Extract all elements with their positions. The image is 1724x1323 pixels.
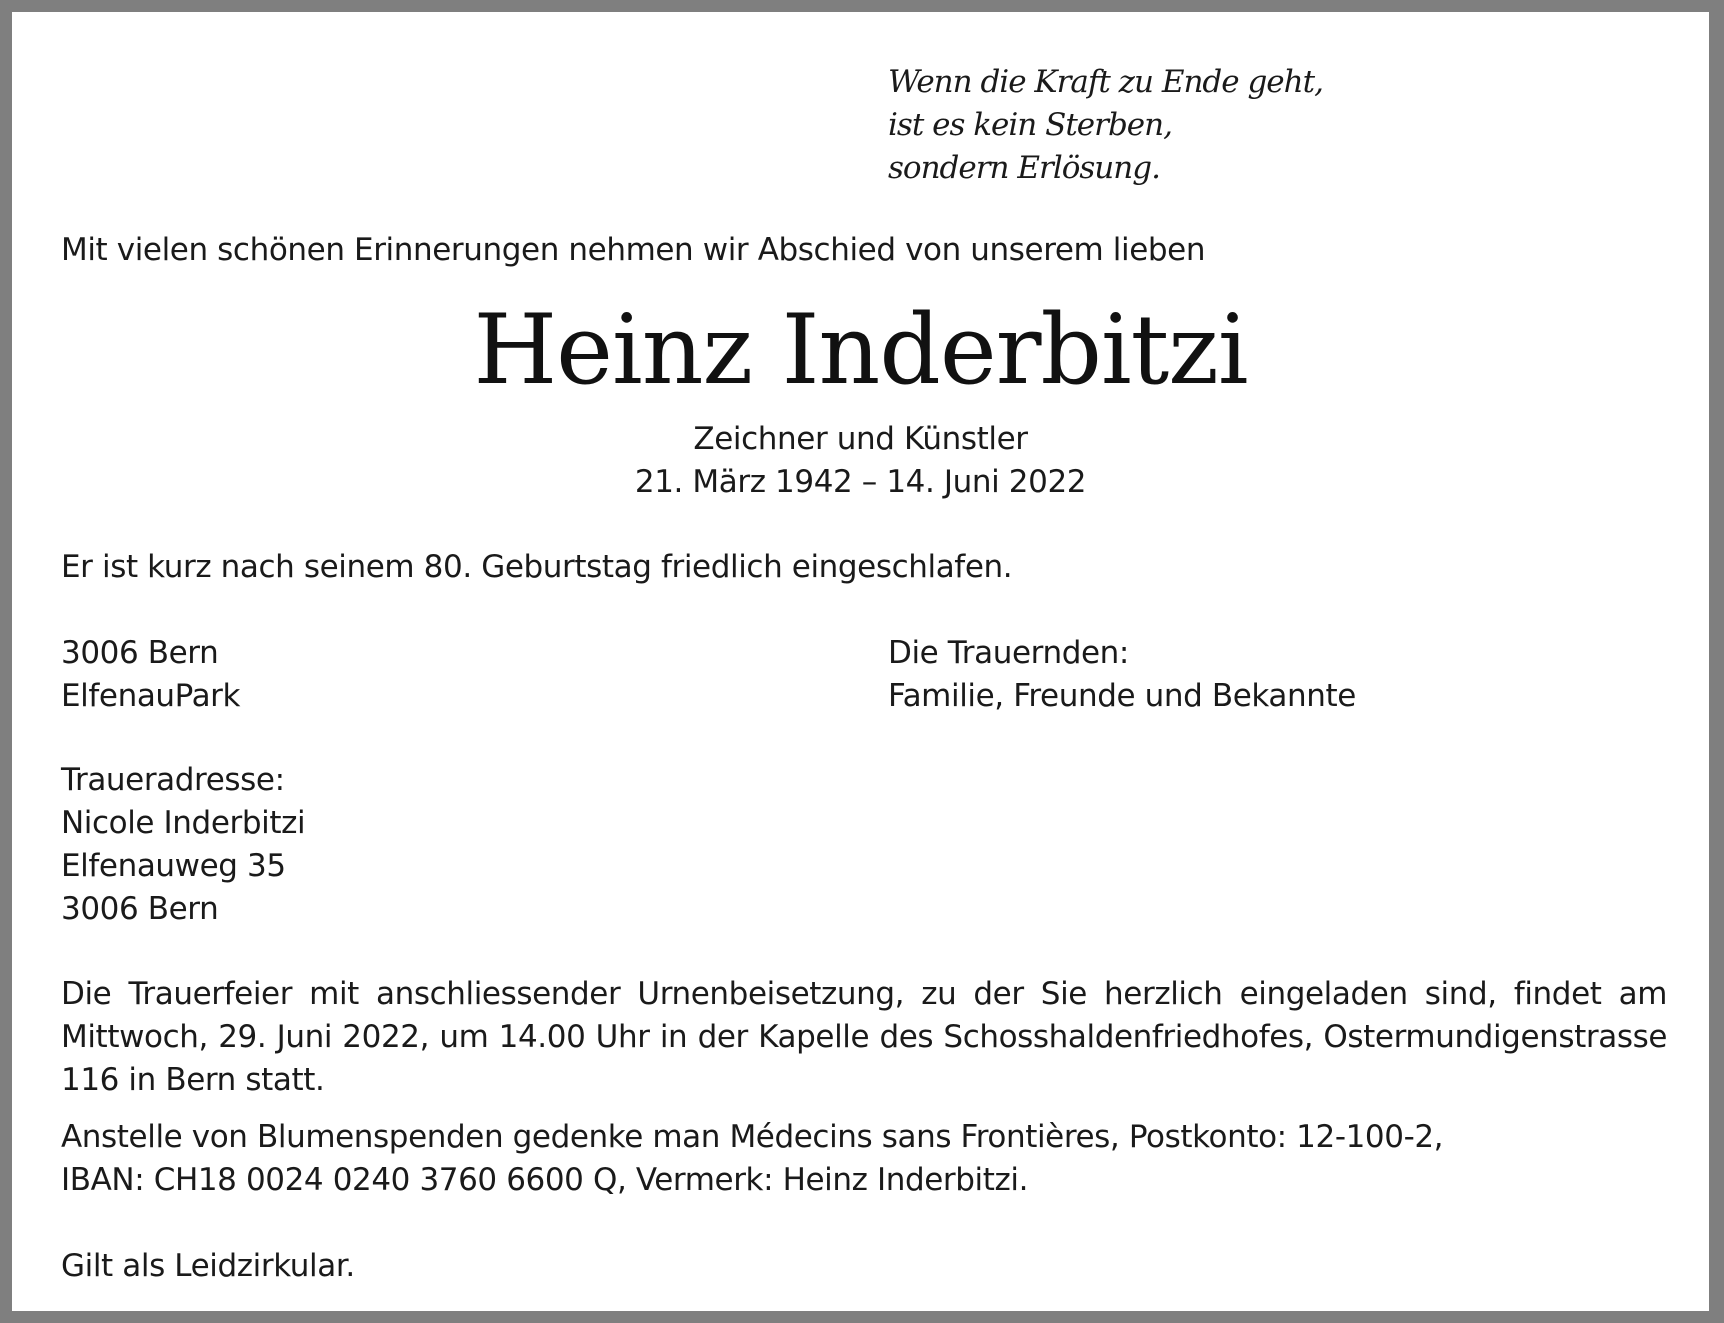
mourners-line: Familie, Freunde und Bekannte (888, 678, 1356, 714)
address-line: Nicole Inderbitzi (61, 805, 306, 841)
circular-note: Gilt als Leidzirkular. (61, 1248, 355, 1284)
deceased-name: Heinz Inderbitzi (473, 294, 1248, 406)
donations-line: IBAN: CH18 0024 0240 3760 6600 Q, Vermerk: Heinz Inderbitzi. (61, 1162, 1029, 1198)
motto-quote (888, 61, 1323, 190)
mourners-line: Die Trauernden: (888, 635, 1129, 671)
ceremony-paragraph: Die Trauerfeier mit anschliessender Urnenbeisetzung, zu der Sie herzlich eingeladen sind, findet am Mittwoch, 29. Juni 2022, um 14.00 Uhr in der Kapelle des Schosshaldenfriedhofes, Ostermundigenstrasse 116 in Bern statt. (61, 976, 1667, 1098)
mourners-block (888, 632, 1356, 718)
motto-line: sondern Erlösung. (888, 150, 1160, 186)
address-line: Traueradresse: (61, 762, 285, 798)
place-line: ElfenauPark (61, 678, 241, 714)
intro-text: Mit vielen schönen Erinnerungen nehmen wir Abschied von unserem lieben (61, 232, 1206, 268)
donations-paragraph (61, 1116, 1443, 1202)
mourning-address (61, 759, 305, 931)
place-line: 3006 Bern (61, 635, 219, 671)
donations-line: Anstelle von Blumenspenden gedenke man Médecins sans Frontières, Postkonto: 12-100-2, (61, 1119, 1444, 1155)
place-block (61, 632, 240, 718)
motto-line: ist es kein Sterben, (888, 107, 1172, 143)
life-dates: 21. März 1942 – 14. Juni 2022 (634, 464, 1087, 500)
obituary-notice (12, 12, 1709, 1311)
deceased-profession: Zeichner und Künstler (693, 421, 1028, 457)
motto-line: Wenn die Kraft zu Ende geht, (888, 64, 1323, 100)
death-note: Er ist kurz nach seinem 80. Geburtstag friedlich eingeschlafen. (61, 549, 1013, 585)
address-line: 3006 Bern (61, 891, 219, 927)
address-line: Elfenauweg 35 (61, 848, 286, 884)
